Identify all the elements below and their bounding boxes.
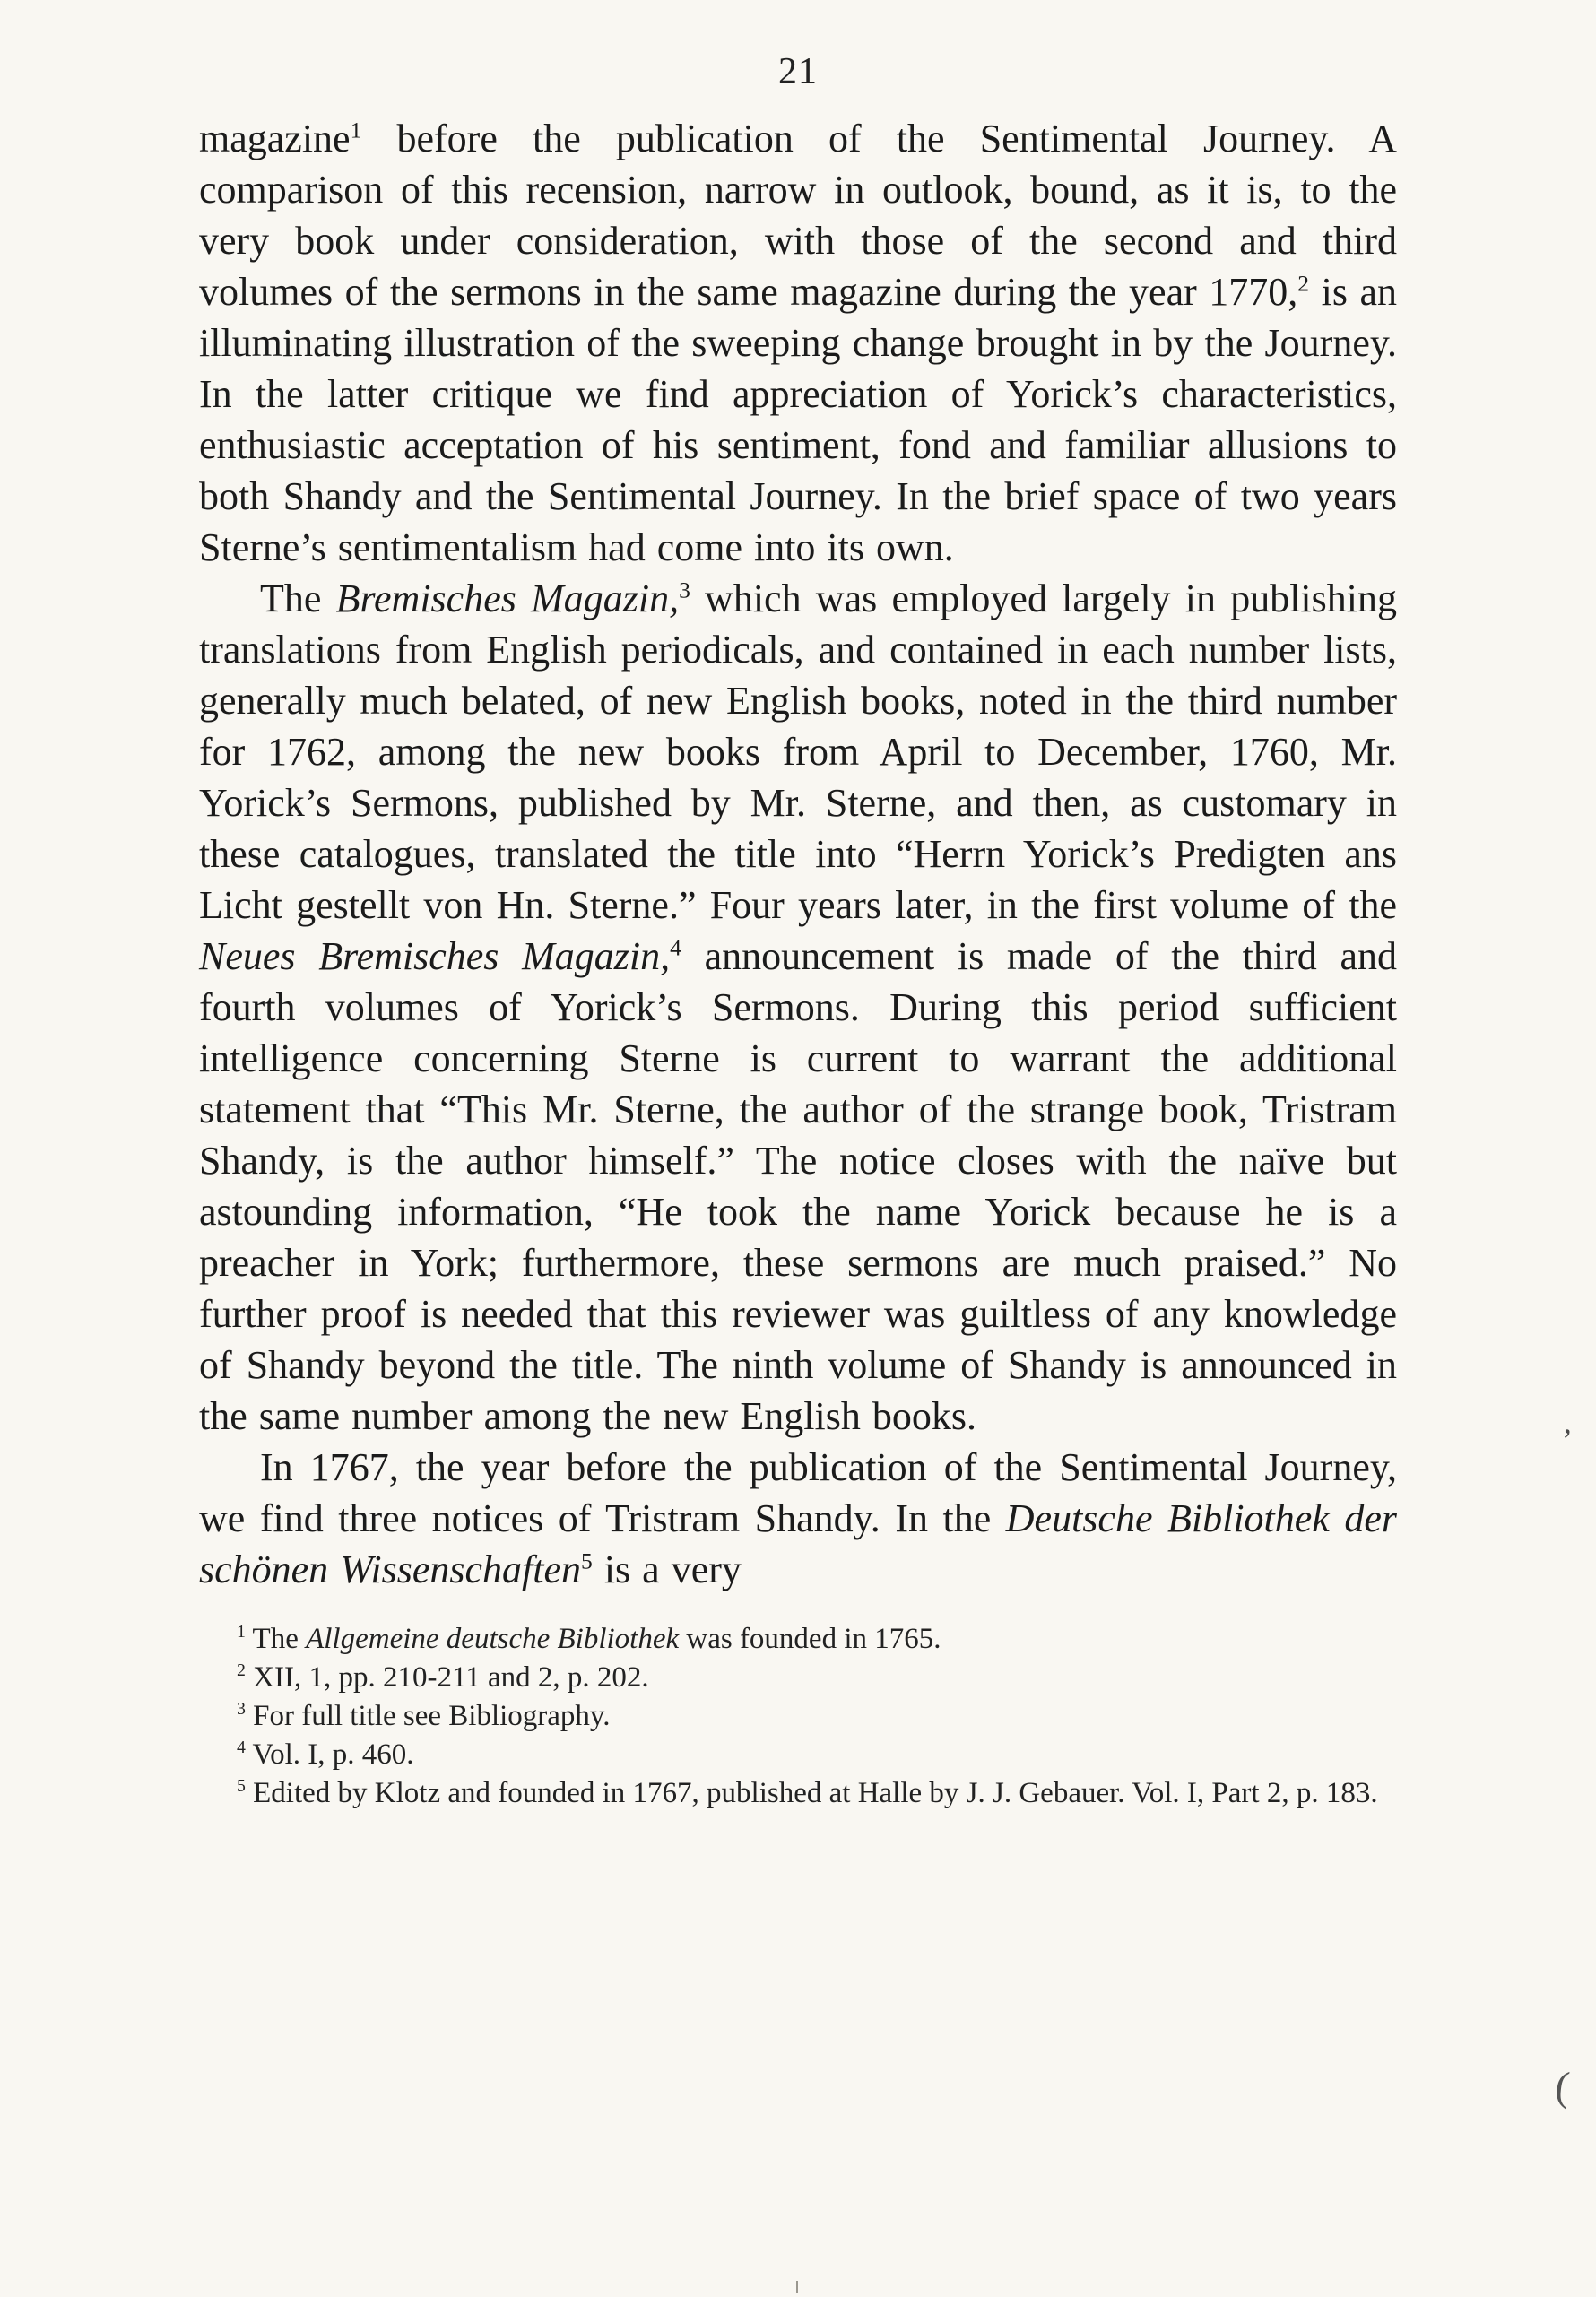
italic-text: Bremisches Magazin,: [335, 576, 680, 620]
text-run: The: [245, 1623, 307, 1655]
footnotes: [199, 1620, 1397, 1813]
scan-artifact: (: [1553, 2062, 1572, 2110]
footnote-ref: 3: [237, 1699, 246, 1719]
footnote: [199, 1620, 1397, 1659]
italic-text: Deutsche Bibliothek der schönen Wissenschaften: [199, 1496, 1397, 1591]
footnote-ref: 5: [581, 1547, 593, 1574]
page-number: 21: [778, 51, 818, 92]
footnote: [199, 1736, 1397, 1774]
footnote-ref: 4: [670, 934, 681, 961]
text-run: XII, 1, pp. 210-211 and 2, p. 202.: [245, 1661, 649, 1694]
text-run: announcement is made of the third and fourth volumes of Yorick’s Sermons. During this period sufficient intelligence concerning Sterne is current to warrant the additional statement that “This Mr. Sterne, the author of the strange book, Tristram Shandy, is the author himself.” The notice closes with the naïve but astounding information, “He took the name Yorick because he is a preacher in York; furthermore, these sermons are much praised.” No further proof is needed that this reviewer was guiltless of any knowledge of Shandy beyond the title. The ninth volume of Shandy is announced in the same number among the new English books.: [199, 934, 1397, 1438]
scan-artifact: [796, 2281, 798, 2293]
footnote-ref: 1: [350, 117, 362, 143]
paragraph: [199, 113, 1397, 573]
italic-text: Neues Bremisches Magazin,: [199, 934, 671, 978]
text-run: before the publication of the Sentimental Journey. A comparison of this recension, narrow in outlook, bound, as it is, to the very book under consideration, with those of the second and third volumes of the sermons in the same magazine during the year 1770,: [199, 117, 1397, 314]
scan-artifact: ’: [1562, 1422, 1573, 1458]
body-text: [199, 113, 1397, 1595]
italic-text: Allgemeine deutsche Bibliothek: [306, 1623, 680, 1655]
text-run: In 1767, the year before the publication of the Sentimental Journey, we find three notices of Tristram Shandy. In the: [199, 1445, 1397, 1540]
footnote: [199, 1697, 1397, 1736]
paragraph: [199, 573, 1397, 1442]
paragraph: [199, 1442, 1397, 1595]
footnote-ref: 4: [237, 1738, 246, 1757]
text-run: which was employed largely in publishing translations from English periodicals, and contained in each number lists, generally much belated, of new English books, noted in the third number for 1762, among the new books from April to December, 1760, Mr. Yorick’s Sermons, published by Mr. Sterne, and then, as customary in these catalogues, translated the title into “Herrn Yorick’s Predigten ans Licht gestellt von Hn. Sterne.” Four years later, in the first volume of the: [199, 576, 1398, 927]
footnote-ref: 1: [237, 1622, 246, 1642]
text-run: The: [260, 576, 336, 620]
text-run: was founded in 1765.: [679, 1623, 941, 1655]
footnote-ref: 3: [679, 576, 690, 603]
footnote-ref: 2: [1297, 270, 1310, 297]
text-run: magazine: [199, 117, 351, 160]
text-run: Edited by Klotz and founded in 1767, published at Halle by J. J. Gebauer. Vol. I, Part 2, p. 183.: [245, 1777, 1378, 1809]
text-run: is an illuminating illustration of the sweeping change brought in by the Journey. In the latter critique we find appreciation of Yorick’s characteristics, enthusiastic acceptation of his sentiment, fond and familiar allusions to both Shandy and the Sentimental Journey. In the brief space of two years Sterne’s sentimentalism had come into its own.: [199, 270, 1397, 569]
text-run: For full title see Bibliography.: [245, 1700, 611, 1732]
text-run: Vol. I, p. 460.: [245, 1738, 414, 1771]
footnote-ref: 5: [237, 1776, 246, 1796]
page-content: [199, 113, 1397, 1813]
footnote: [199, 1774, 1397, 1813]
footnote-ref: 2: [237, 1660, 246, 1680]
footnote: [199, 1659, 1397, 1697]
text-run: is a very: [592, 1547, 742, 1591]
